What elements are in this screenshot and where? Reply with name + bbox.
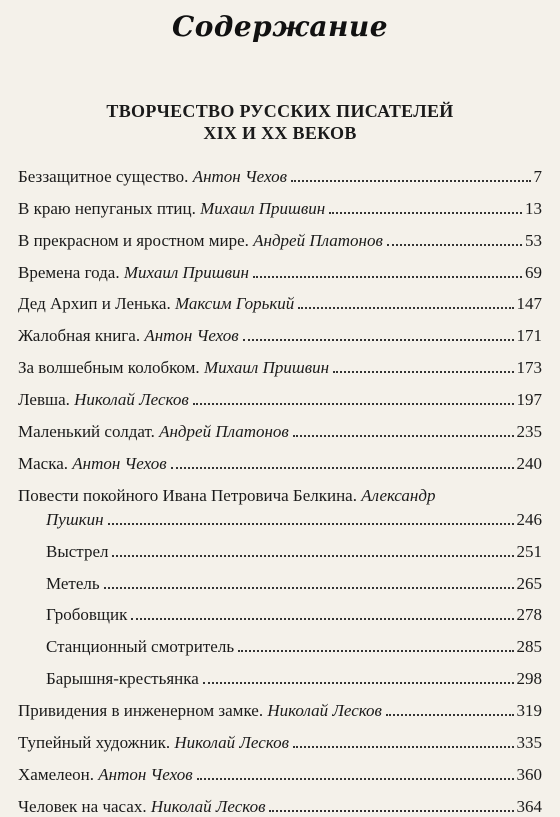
toc-subentry-title: Барышня-крестьянка xyxy=(46,669,199,689)
toc-entry-page: 173 xyxy=(516,358,542,378)
toc-entry-page: 246 xyxy=(516,509,542,529)
toc-entry-author: Антон Чехов xyxy=(192,166,288,186)
toc-entry-title: Беззащитное существо. Антон Чехов xyxy=(18,166,288,186)
toc-subentry[interactable] xyxy=(18,594,542,626)
dot-leader xyxy=(197,778,514,780)
toc-subentry-title: Станционный смотритель xyxy=(46,637,235,657)
toc-entry-page: 240 xyxy=(516,453,542,473)
toc-entry-title: Маска. Антон Чехов xyxy=(18,453,167,473)
toc-entry-title: Тупейный художник. Николай Лесков xyxy=(18,733,289,753)
toc-entry[interactable] xyxy=(18,346,542,378)
toc-subentry[interactable] xyxy=(18,657,542,689)
dot-leader xyxy=(108,523,514,525)
dot-leader xyxy=(238,650,513,652)
dot-leader xyxy=(387,244,522,246)
toc-entry-title: Жалобная книга. Антон Чехов xyxy=(18,326,239,346)
toc-entry-author: Николай Лесков xyxy=(174,733,289,753)
toc-entry-page: 278 xyxy=(516,605,542,625)
toc-entry[interactable] xyxy=(18,314,542,346)
toc-entry-page: 69 xyxy=(525,262,542,282)
dot-leader xyxy=(243,339,514,341)
toc-entry-title: Левша. Николай Лесков xyxy=(18,390,189,410)
toc-entry-page: 13 xyxy=(525,198,542,218)
toc-entry-page: 197 xyxy=(516,390,542,410)
toc-entry-title: За волшебным колобком. Михаил Пришвин xyxy=(18,358,330,378)
toc-entry[interactable] xyxy=(18,753,542,785)
toc-entry-page: 335 xyxy=(516,733,542,753)
toc-entry-title: Человек на часах. Николай Лесков xyxy=(18,796,266,816)
toc-entry[interactable] xyxy=(18,785,542,817)
toc-entry-author: Михаил Пришвин xyxy=(200,198,326,218)
toc-entry-author: Андрей Платонов xyxy=(159,422,289,442)
toc-entry[interactable] xyxy=(18,283,542,315)
toc-entry-belkin[interactable] xyxy=(18,474,542,506)
toc-entry[interactable] xyxy=(18,251,542,283)
toc-entry[interactable] xyxy=(18,187,542,219)
dot-leader xyxy=(171,467,514,469)
table-of-contents xyxy=(18,155,542,817)
dot-leader xyxy=(293,435,514,437)
toc-entry-author: Михаил Пришвин xyxy=(123,262,249,282)
dot-leader xyxy=(253,276,522,278)
dot-leader xyxy=(104,587,514,589)
toc-entry-title: Времена года. Михаил Пришвин xyxy=(18,262,249,282)
toc-entry-author: Антон Чехов xyxy=(98,764,193,784)
toc-entry-title: В краю непуганых птиц. Михаил Пришвин xyxy=(18,198,326,218)
toc-entry-author: Антон Чехов xyxy=(144,326,239,346)
toc-entry-page: 171 xyxy=(516,326,542,346)
toc-entry[interactable] xyxy=(18,219,542,251)
dot-leader xyxy=(386,714,514,716)
dot-leader xyxy=(293,746,514,748)
toc-entry[interactable] xyxy=(18,442,542,474)
toc-entry[interactable] xyxy=(18,155,542,187)
toc-entry-page: 251 xyxy=(516,541,542,561)
toc-entry[interactable] xyxy=(18,410,542,442)
dot-leader xyxy=(131,618,513,620)
dot-leader xyxy=(329,212,522,214)
toc-entry-author: Александр xyxy=(361,485,436,505)
toc-entry-page: 147 xyxy=(516,294,542,314)
toc-entry-title: Маленький солдат. Андрей Платонов xyxy=(18,422,289,442)
toc-entry-title: Хамелеон. Антон Чехов xyxy=(18,764,193,784)
toc-entry-page: 265 xyxy=(516,573,542,593)
toc-entry-belkin-continued[interactable] xyxy=(18,506,542,530)
toc-entry-author: Николай Лесков xyxy=(267,701,382,721)
toc-subentry[interactable] xyxy=(18,530,542,562)
toc-entry-title: Повести покойного Ивана Петровича Белкина. Александр xyxy=(18,485,436,505)
toc-entry-page: 53 xyxy=(525,230,542,250)
toc-entry[interactable] xyxy=(18,721,542,753)
dot-leader xyxy=(193,403,514,405)
section-heading xyxy=(0,100,560,144)
dot-leader xyxy=(203,682,514,684)
toc-entry-author: Николай Лесков xyxy=(150,796,266,816)
toc-entry-author: Андрей Платонов xyxy=(253,230,383,250)
toc-entry-page: 7 xyxy=(533,166,542,186)
dot-leader xyxy=(269,810,513,812)
toc-entry-page: 319 xyxy=(516,701,542,721)
toc-subentry-title: Гробовщик xyxy=(46,605,128,625)
dot-leader xyxy=(333,371,513,373)
toc-entry[interactable] xyxy=(18,689,542,721)
toc-entry-page: 285 xyxy=(516,637,542,657)
toc-subentry-title: Метель xyxy=(46,573,100,593)
toc-entry-author: Николай Лесков xyxy=(74,390,189,410)
page-title: Содержание xyxy=(171,10,389,43)
toc-entry-title: Дед Архип и Ленька. Максим Горький xyxy=(18,294,295,314)
toc-entry-page: 298 xyxy=(516,669,542,689)
toc-entry-title: В прекрасном и яростном мире. Андрей Платонов xyxy=(18,230,383,250)
toc-entry-page: 235 xyxy=(516,422,542,442)
toc-entry-author: Пушкин xyxy=(46,509,104,529)
section-heading-line-1: ТВОРЧЕСТВО РУССКИХ ПИСАТЕЛЕЙ xyxy=(106,101,454,121)
toc-entry-author: Михаил Пришвин xyxy=(203,358,330,378)
dot-leader xyxy=(291,180,530,182)
toc-entry-title: Привидения в инженерном замке. Николай Лесков xyxy=(18,701,382,721)
section-heading-line-2: XIX И XX ВЕКОВ xyxy=(203,123,357,143)
toc-entry-author: Антон Чехов xyxy=(72,453,167,473)
toc-subentry[interactable] xyxy=(18,562,542,594)
toc-entry-page: 360 xyxy=(516,764,542,784)
dot-leader xyxy=(112,555,513,557)
toc-subentry[interactable] xyxy=(18,625,542,657)
toc-entry[interactable] xyxy=(18,378,542,410)
toc-entry-page: 364 xyxy=(516,796,542,816)
toc-entry-author: Максим Горький xyxy=(174,294,295,314)
dot-leader xyxy=(298,307,513,309)
toc-subentry-title: Выстрел xyxy=(46,541,109,561)
